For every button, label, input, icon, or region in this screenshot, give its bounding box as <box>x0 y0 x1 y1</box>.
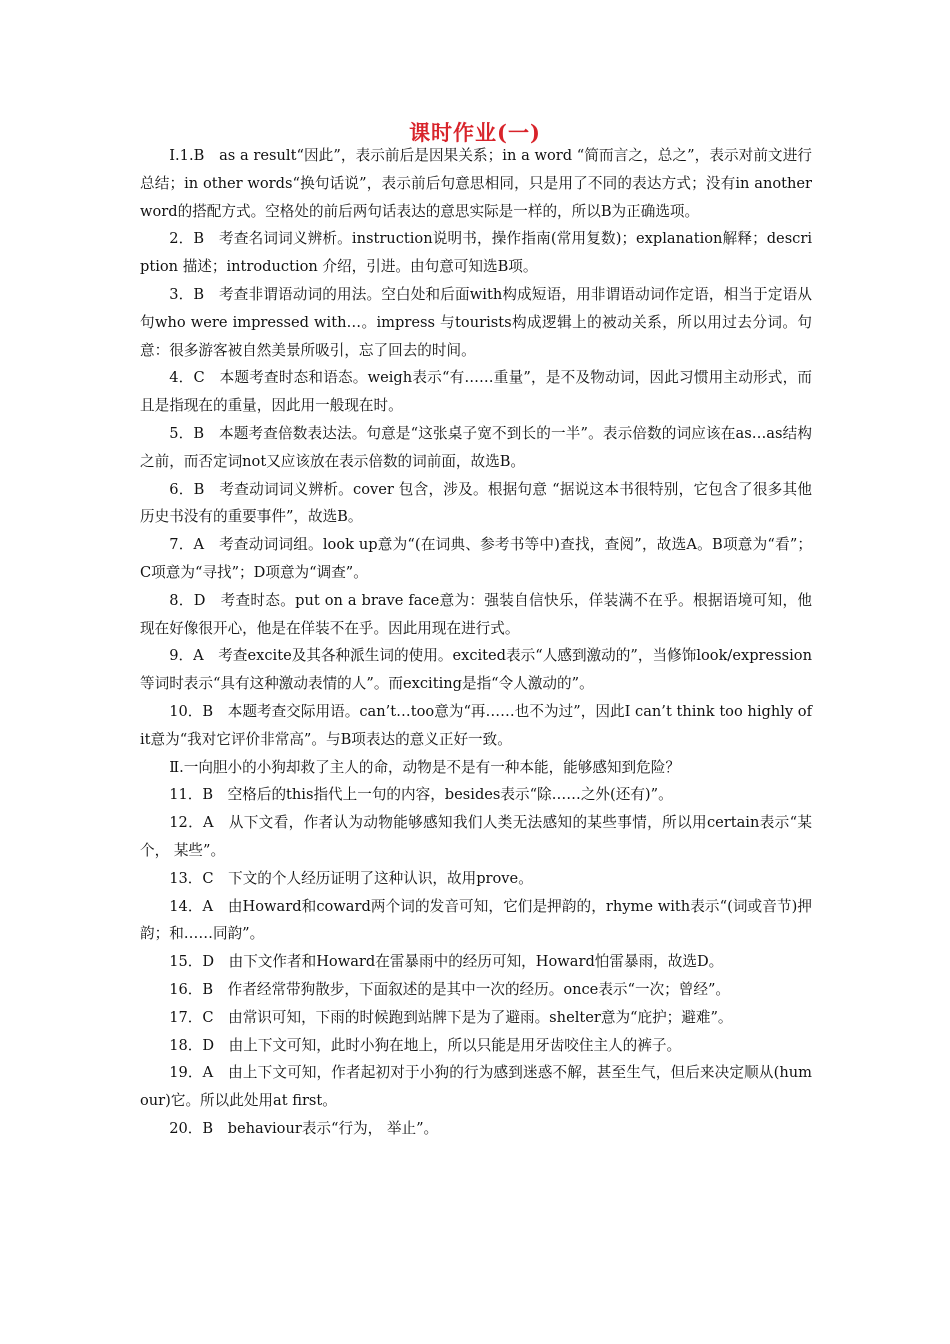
paragraph-16: 16．B 作者经常带狗散步，下面叙述的是其中一次的经历。once表示“一次；曾经”。 <box>169 980 730 998</box>
paragraph-5: 5．B 本题考查倍数表达法。句意是“这张桌子宽不到长的一半”。表示倍数的词应该在as…as结构之前，而否定词not又应该放在表示倍数的词前面，故选B。 <box>140 424 812 470</box>
paragraph-9: 9．A 考查excite及其各种派生词的使用。excited表示“人感到激动的”，当修饰look/expression等词时表示“具有这种激动表情的人”。而exciting是指“令人激动的”。 <box>140 647 812 693</box>
paragraph-17: 17．C 由常识可知，下雨的时候跑到站牌下是为了避雨。shelter意为“庇护；避难”。 <box>169 1008 733 1026</box>
paragraph-3: 3．B 考查非谓语动词的用法。空白处和后面with构成短语，用非谓语动词作定语，相当于定语从句who were impressed with…。impress 与tourists构成逻辑上的被动关系，所以用过去分词。句意：很多游客被自然美景所吸引，忘了回去的时间。 <box>140 285 812 359</box>
paragraph-2: 2．B 考查名词词义辨析。instruction说明书，操作指南(常用复数)；explanation解释；description 描述；introduction 介绍，引进。由句意可知选B项。 <box>140 230 812 276</box>
paragraph-4: 4．C 本题考查时态和语态。weigh表示“有……重量”，是不及物动词，因此习惯用主动形式，而且是指现在的重量，因此用一般现在时。 <box>140 369 812 415</box>
paragraph-12: 12．A 从下文看，作者认为动物能够感知我们人类无法感知的某些事情，所以用certain表示“某个， 某些”。 <box>140 814 812 859</box>
paragraph-1: Ⅰ.1.B as a result“因此”，表示前后是因果关系；in a word “简而言之，总之”，表示对前文进行总结；in other words“换句话说”，表示前后句意思相同，只是用了不同的表达方式；没有in another word的搭配方式。空格处的前后两句话表达的意思实际是一样的，所以B为正确选项。 <box>140 147 812 220</box>
paragraph-10: 10．B 本题考查交际用语。can’t…too意为“再……也不为过”，因此I can’t think too highly of it意为“我对它评价非常高”。与B项表达的意义正好一致。 <box>140 702 812 748</box>
paragraph-15: 15．D 由下文作者和Howard在雷暴雨中的经历可知，Howard怕雷暴雨，故选D。 <box>169 953 724 971</box>
paragraph-7: 7．A 考查动词词组。look up意为“(在词典、参考书等中)查找，查阅”，故选A。B项意为“看”；C项意为“寻找”；D项意为“调查”。 <box>140 536 812 581</box>
answer-body <box>140 142 812 1143</box>
paragraph-13: 13．C 下文的个人经历证明了这种认识，故用prove。 <box>169 869 533 887</box>
paragraph-11: 11．B 空格后的this指代上一句的内容，besides表示“除……之外(还有)”。 <box>169 786 673 804</box>
paragraph-18: 18．D 由上下文可知，此时小狗在地上，所以只能是用牙齿咬住主人的裤子。 <box>169 1036 682 1054</box>
paragraph-14: 14．A 由Howard和coward两个词的发音可知，它们是押韵的，rhyme with表示“(词或音节)押韵；和……同韵”。 <box>140 897 812 943</box>
paragraph-8: 8．D 考查时态。put on a brave face意为：强装自信快乐，佯装满不在乎。根据语境可知，他现在好像很开心，他是在佯装不在乎。因此用现在进行式。 <box>140 591 812 637</box>
page-title: 课时作业(一) <box>409 120 541 145</box>
section-2-heading: Ⅱ.一向胆小的小狗却救了主人的命，动物是不是有一种本能，能够感知到危险？ <box>169 758 680 776</box>
paragraph-20: 20．B behaviour表示“行为， 举止”。 <box>169 1119 439 1137</box>
paragraph-19: 19．A 由上下文可知，作者起初对于小狗的行为感到迷惑不解，甚至生气，但后来决定顺从(humour)它。所以此处用at first。 <box>140 1064 812 1110</box>
paragraph-6: 6．B 考查动词词义辨析。cover 包含，涉及。根据句意 “据说这本书很特别，它包含了很多其他历史书没有的重要事件”，故选B。 <box>140 480 812 526</box>
